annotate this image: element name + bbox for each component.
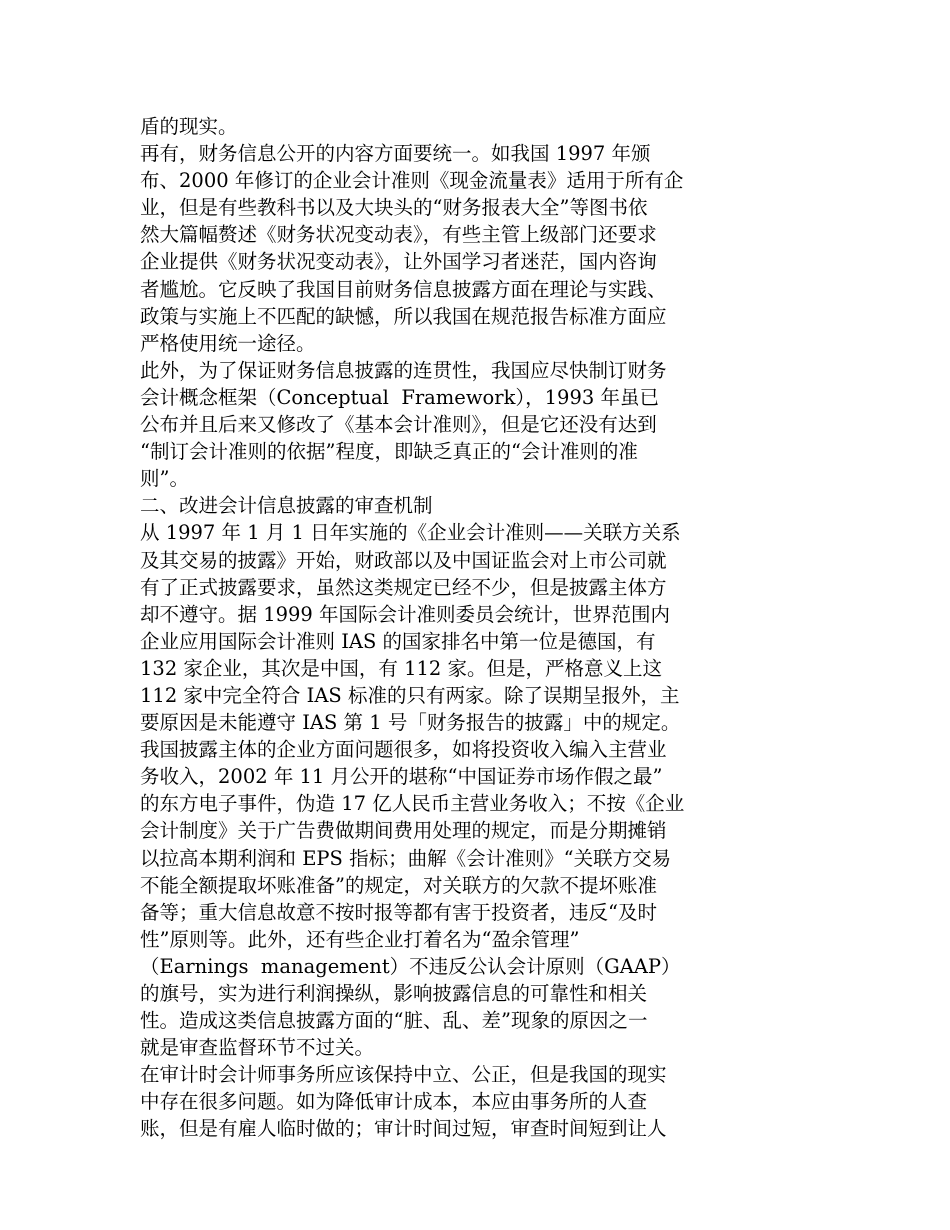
text-line: 然大篇幅赘述《财务状况变动表》，有些主管上级部门还要求 [140,223,657,247]
text-line: 性”原则等。此外，还有些企业打着名为“盈余管理” [140,927,580,951]
text-line: “制订会计准则的依据”程度，即缺乏真正的“会计准则的准 [140,440,638,464]
text-line: 此外，为了保证财务信息披露的连贯性，我国应尽快制订财务 [140,358,667,382]
text-line: 以拉高本期利润和 EPS 指标；曲解《会计准则》“关联方交易 [140,846,672,870]
text-line: 不能全额提取坏账准备”的规定，对关联方的欠款不提坏账准 [140,873,657,897]
text-line: 中存在很多问题。如为降低审计成本，本应由事务所的人查 [140,1090,648,1114]
text-line: 132 家企业，其次是中国，有 112 家。但是，严格意义上这 [140,656,663,680]
text-line: 会计制度》关于广告费做期间费用处理的规定，而是分期摊销 [140,819,667,843]
text-line: 要原因是未能遵守 IAS 第 1 号「财务报告的披露」中的规定。 [140,711,681,735]
text-line: 布、2000 年修订的企业会计准则《现金流量表》适用于所有企 [140,169,684,193]
text-line: 者尴尬。它反映了我国目前财务信息披露方面在理论与实践、 [140,277,667,301]
text-line: 账，但是有雇人临时做的；审计时间过短，审查时间短到让人 [140,1117,667,1141]
text-line: 再有，财务信息公开的内容方面要统一。如我国 1997 年颁 [140,142,651,166]
text-line: 在审计时会计师事务所应该保持中立、公正，但是我国的现实 [140,1063,667,1087]
text-line: 业，但是有些教科书以及大块头的“财务报表大全”等图书依 [140,196,648,220]
text-line: 则”。 [140,467,189,491]
text-line: 却不遵守。据 1999 年国际会计准则委员会统计，世界范围内 [140,602,671,626]
text-line: 备等；重大信息故意不按时报等都有害于投资者，违反“及时 [140,900,657,924]
text-line: 性。造成这类信息披露方面的“脏、乱、差”现象的原因之一 [140,1009,648,1033]
document-body [140,113,750,1143]
text-line: 我国披露主体的企业方面问题很多，如将投资收入编入主营业 [140,738,667,762]
text-line: 的旗号，实为进行利润操纵，影响披露信息的可靠性和相关 [140,982,648,1005]
text-line: 从 1997 年 1 月 1 日年实施的《企业会计准则——关联方关系 [140,521,681,545]
text-line: 公布并且后来又修改了《基本会计准则》，但是它还没有达到 [140,413,657,437]
text-line: 及其交易的披露》开始，财政部以及中国证监会对上市公司就 [140,548,667,572]
text-line: 企业应用国际会计准则 IAS 的国家排名中第一位是德国，有 [140,629,656,653]
text-line: 112 家中完全符合 IAS 标准的只有两家。除了误期呈报外，主 [140,683,680,707]
text-line: 严格使用统一途径。 [140,331,316,355]
text-line: 政策与实施上不匹配的缺憾，所以我国在规范报告标准方面应 [140,304,667,328]
text-line: 务收入，2002 年 11 月公开的堪称“中国证券市场作假之最” [140,765,663,789]
section-heading: 二、改进会计信息披露的审查机制 [140,494,433,518]
text-line: 有了正式披露要求，虽然这类规定已经不少，但是披露主体方 [140,575,667,599]
text-line: 盾的现实。 [140,115,238,138]
text-line: （Earnings management）不违反公认会计原则（GAAP） [140,954,681,978]
text-line: 就是审查监督环节不过关。 [140,1036,375,1060]
text-line: 会计概念框架（Conceptual Framework），1993 年虽已 [140,385,659,409]
text-line: 的东方电子事件，伪造 17 亿人民币主营业务收入；不按《企业 [140,792,685,816]
text-line: 企业提供《财务状况变动表》，让外国学习者迷茫，国内咨询 [140,250,657,274]
